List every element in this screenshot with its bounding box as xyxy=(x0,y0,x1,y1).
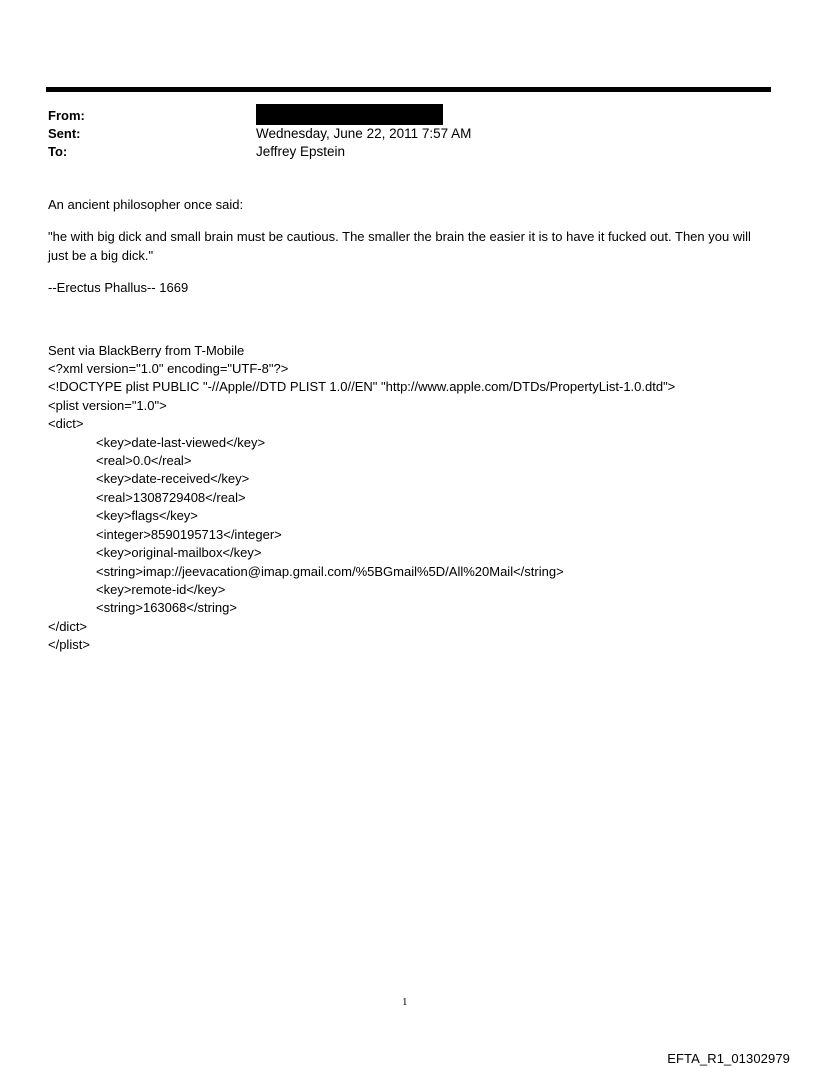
plist-entry: <key>flags</key> xyxy=(96,508,198,524)
sent-label: Sent: xyxy=(48,126,81,141)
body-spacer xyxy=(48,312,773,342)
from-row xyxy=(48,107,768,125)
dict-close-tag: </dict> xyxy=(48,618,88,634)
plist-doctype: <!DOCTYPE plist PUBLIC "-//Apple//DTD PLIST 1.0//EN" "http://www.apple.com/DTDs/PropertyList-1.0.dtd"> xyxy=(48,379,676,395)
plist-close-tag: </plist> xyxy=(48,637,90,653)
to-value: Jeffrey Epstein xyxy=(256,144,346,159)
plist-entry: <key>date-last-viewed</key> xyxy=(96,434,266,450)
header-divider xyxy=(46,87,771,92)
dict-open-tag: <dict> xyxy=(48,416,84,432)
plist-entry: <real>1308729408</real> xyxy=(96,489,246,505)
redacted-sender-block xyxy=(256,104,443,125)
plist-entry: <key>remote-id</key> xyxy=(96,581,226,597)
xml-declaration: <?xml version="1.0" encoding="UTF-8"?> xyxy=(48,361,289,377)
signature-line: Sent via BlackBerry from T-Mobile xyxy=(48,342,245,358)
sent-row xyxy=(48,125,768,143)
document-id: EFTA_R1_01302979 xyxy=(667,1051,790,1066)
body-quote: "he with big dick and small brain must be cautious. The smaller the brain the easier it is to have it fucked out. Then you will just be a big dick." xyxy=(48,229,751,263)
from-label: From: xyxy=(48,108,85,123)
email-header xyxy=(48,107,768,161)
plist-entry: <string>imap://jeevacation@imap.gmail.com/%5BGmail%5D/All%20Mail</string> xyxy=(96,563,564,579)
plist-open-tag: <plist version="1.0"> xyxy=(48,397,167,413)
to-label: To: xyxy=(48,144,68,159)
plist-entry: <real>0.0</real> xyxy=(96,453,192,469)
page-number: 1 xyxy=(402,996,408,1008)
plist-block xyxy=(48,342,773,655)
to-row xyxy=(48,143,768,161)
body-attribution: --Erectus Phallus-- 1669 xyxy=(48,280,189,296)
plist-entry: <key>original-mailbox</key> xyxy=(96,545,262,561)
plist-entry: <integer>8590195713</integer> xyxy=(96,526,282,542)
plist-entry: <string>163068</string> xyxy=(96,600,237,616)
plist-entry: <key>date-received</key> xyxy=(96,471,250,487)
body-intro: An ancient philosopher once said: xyxy=(48,197,244,212)
email-body xyxy=(48,196,773,655)
sent-value: Wednesday, June 22, 2011 7:57 AM xyxy=(256,126,472,141)
